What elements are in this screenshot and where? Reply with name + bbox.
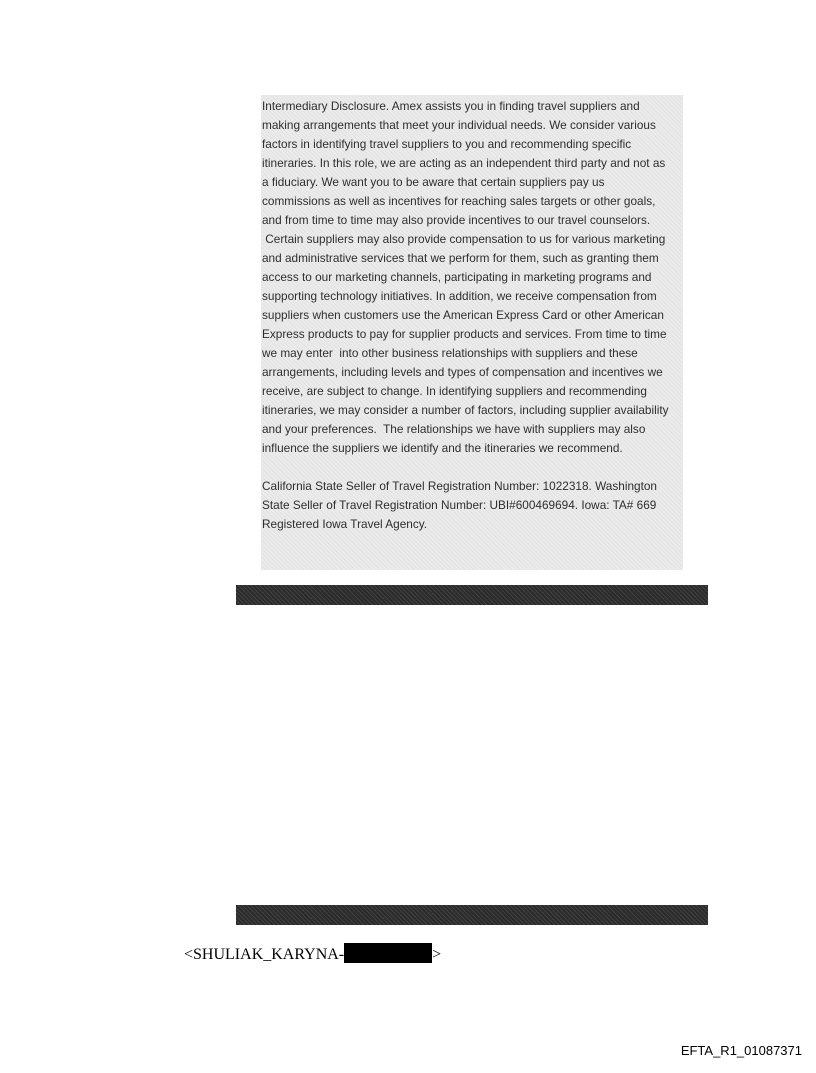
text-line: suppliers when customers use the American Express Card or other American bbox=[262, 308, 664, 322]
disclosure-paragraph-1 bbox=[262, 97, 683, 458]
text-line: a fiduciary. We want you to be aware that certain suppliers pay us bbox=[262, 175, 605, 189]
bates-label bbox=[184, 943, 441, 965]
text-line: receive, are subject to change. In identifying suppliers and recommending bbox=[262, 384, 647, 398]
text-line: supporting technology initiatives. In addition, we receive compensation from bbox=[262, 289, 657, 303]
text-line: and your preferences. The relationships we have with suppliers may also bbox=[262, 422, 646, 436]
text-line: California State Seller of Travel Registration Number: 1022318. Washington bbox=[262, 479, 657, 493]
text-line: Intermediary Disclosure. Amex assists you in finding travel suppliers and bbox=[262, 99, 640, 113]
text-line: itineraries, we may consider a number of factors, including supplier availability bbox=[262, 403, 669, 417]
text-line: and administrative services that we perform for them, such as granting them bbox=[262, 251, 659, 265]
text-line: itineraries. In this role, we are acting as an independent third party and not as bbox=[262, 156, 666, 170]
text-line: making arrangements that meet your individual needs. We consider various bbox=[262, 118, 656, 132]
bates-suffix: > bbox=[432, 946, 442, 963]
text-line: Certain suppliers may also provide compensation to us for various marketing bbox=[262, 232, 666, 246]
bates-prefix: <SHULIAK_KARYNA- bbox=[184, 946, 345, 963]
text-line: Registered Iowa Travel Agency. bbox=[262, 517, 428, 531]
text-line: arrangements, including levels and types of compensation and incentives we bbox=[262, 365, 663, 379]
paragraph-spacer bbox=[262, 458, 683, 477]
disclosure-paragraph-2 bbox=[262, 477, 683, 534]
text-line: factors in identifying travel suppliers to you and recommending specific bbox=[262, 137, 632, 151]
disclosure-text-box bbox=[261, 95, 683, 570]
text-line: and from time to time may also provide incentives to our travel counselors. bbox=[262, 213, 651, 227]
redacted-block bbox=[344, 943, 432, 963]
text-line: we may enter into other business relationships with suppliers and these bbox=[262, 346, 638, 360]
text-line: commissions as well as incentives for reaching sales targets or other goals, bbox=[262, 194, 656, 208]
text-line: State Seller of Travel Registration Number: UBI#600469694. Iowa: TA# 669 bbox=[262, 498, 657, 512]
redaction-bar-bottom bbox=[236, 905, 708, 925]
text-line: access to our marketing channels, participating in marketing programs and bbox=[262, 270, 652, 284]
text-line: Express products to pay for supplier products and services. From time to time bbox=[262, 327, 667, 341]
redaction-bar-top bbox=[236, 585, 708, 605]
document-id: EFTA_R1_01087371 bbox=[680, 1043, 802, 1058]
text-line: influence the suppliers we identify and the itineraries we recommend. bbox=[262, 441, 623, 455]
